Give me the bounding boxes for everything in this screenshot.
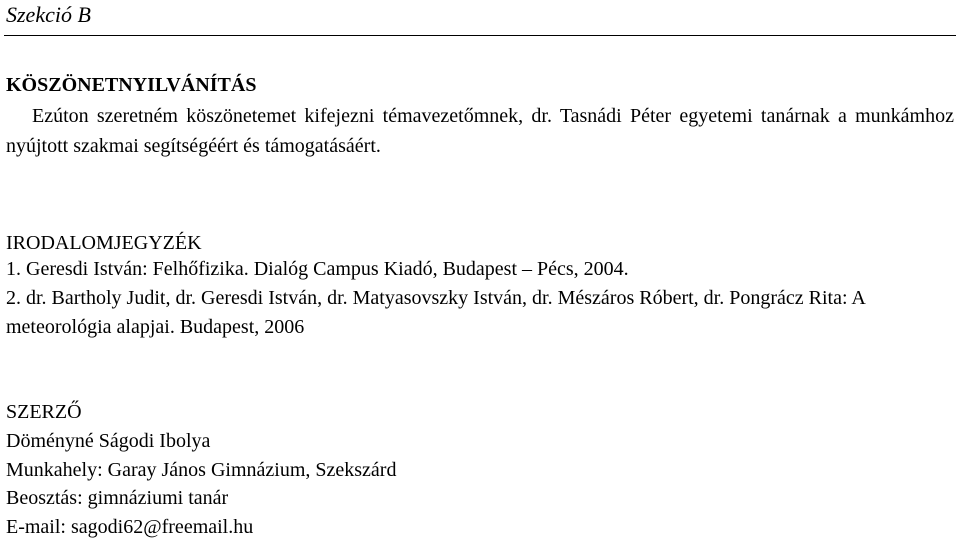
author-workplace: Munkahely: Garay János Gimnázium, Szekszárd	[6, 458, 397, 481]
author-heading: SZERZŐ	[6, 401, 82, 423]
author-info	[6, 427, 396, 541]
acknowledgements-heading: KÖSZÖNETNYILVÁNÍTÁS	[6, 74, 257, 96]
reference-item-2: 2. dr. Bartholy Judit, dr. Geresdi István, dr. Matyasovszky István, dr. Mészáros Róbert, dr. Pongrácz Rita: A meteorológia alapjai. Budapest, 2006	[6, 287, 865, 338]
author-email: E-mail: sagodi62@freemail.hu	[6, 515, 254, 538]
references-heading: IRODALOMJEGYZÉK	[6, 232, 202, 254]
author-name: Döményné Ságodi Ibolya	[6, 430, 211, 452]
section-title: Szekció B	[6, 2, 91, 27]
reference-item-1: 1. Geresdi István: Felhőfizika. Dialóg Campus Kiadó, Budapest – Pécs, 2004.	[6, 258, 629, 280]
acknowledgements-text: Ezúton szeretném köszönetemet kifejezni témavezetőmnek, dr. Tasnádi Péter egyetemi tanárnak a munkámhoz nyújtott szakmai segítségéért és támogatásáért.	[6, 105, 954, 157]
header-divider	[4, 35, 956, 36]
references-list	[6, 255, 956, 342]
author-position: Beosztás: gimnáziumi tanár	[6, 487, 229, 509]
